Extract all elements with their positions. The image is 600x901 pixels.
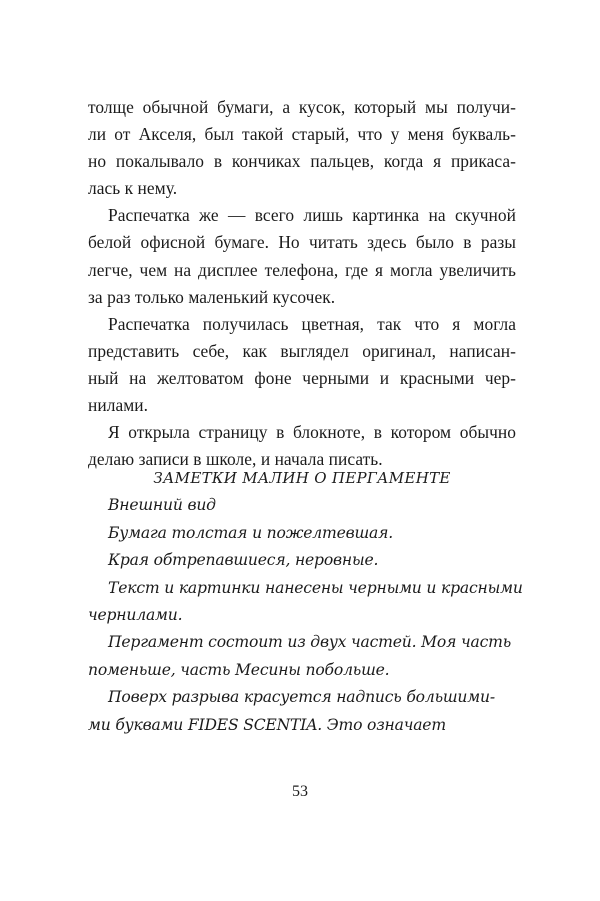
text-line: Распечатка же — всего лишь картинка на скучной [108,205,516,226]
paragraph [88,311,516,419]
text-line: нилами. [88,395,149,416]
paragraph [88,94,516,202]
text-line: за раз только маленький кусочек. [88,286,336,307]
page-number: 53 [292,783,308,800]
note-entry [88,575,523,630]
note-line: поменьше, часть Месины побольше. [88,660,390,679]
text-line: делаю записи в школе, и начала писать. [88,449,383,470]
note-entry [108,547,516,574]
text-line: но покалывало в кончиках пальцев, когда я прикаса- [88,151,516,172]
note-entry [108,520,516,547]
note-line: Поверх разрыва красуется надпись большими- [108,688,495,707]
note-line: Бумага толстая и пожелтевшая. [108,523,394,542]
text-line: ли от Акселя, был такой старый, что у меня букваль- [88,124,516,145]
note-entry [88,629,516,684]
note-line: Пергамент состоит из двух частей. Моя часть [108,633,511,652]
text-line: представить себе, как выглядел оригинал, написан- [88,340,516,361]
note-entry [88,684,516,739]
note-line: Края обтрепавшиеся, неровные. [108,551,379,570]
text-line: Я открыла страницу в блокноте, в котором обычно [108,422,516,443]
body-text [88,94,516,473]
notes-title: ЗАМЕТКИ МАЛИН О ПЕРГАМЕНТЕ [153,469,451,487]
text-line: толще обычной бумаги, а кусок, который мы получи- [88,97,516,117]
handwritten-notes [88,465,523,739]
text-line: Распечатка получилась цветная, так что я могла [108,313,516,334]
note-entry [108,492,516,519]
note-line: чернилами. [88,606,183,625]
text-line: легче, чем на дисплее телефона, где я могла увеличить [88,259,516,280]
text-line: ный на желтоватом фоне черными и красными чер- [88,367,516,388]
text-line: лась к нему. [88,178,178,199]
note-line: ми буквами FIDES SCENTIA. Это означает [88,715,446,734]
paragraph [88,202,516,310]
text-line: белой офисной бумаге. Но читать здесь было в разы [88,232,516,253]
note-line: Внешний вид [108,496,216,515]
note-line: Текст и картинки нанесены черными и красными [108,578,523,597]
